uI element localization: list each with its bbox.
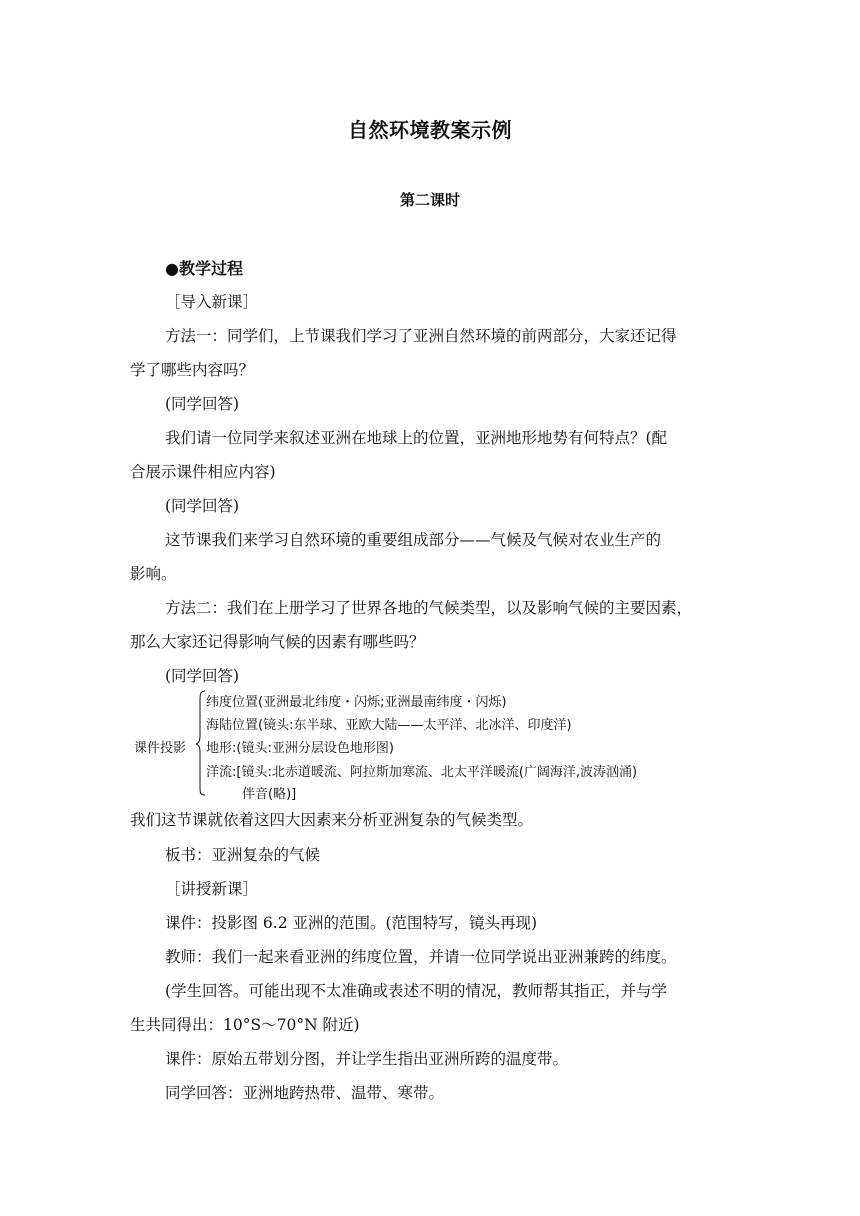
paragraph-line: 我们这节课就依着这四大因素来分析亚洲复杂的气候类型。 <box>130 811 534 829</box>
paragraph-line: 我们请一位同学来叙述亚洲在地球上的位置，亚洲地形地势有何特点？(配 <box>165 429 668 447</box>
bracket-item: 地形:(镜头:亚洲分层设色地形图) <box>206 741 394 756</box>
paragraph-line: 方法一：同学们，上节课我们学习了亚洲自然环境的前两部分，大家还记得 <box>165 327 677 345</box>
paragraph-line: 那么大家还记得影响气候的因素有哪些吗？ <box>130 633 425 651</box>
paragraph-line: (同学回答) <box>165 667 240 685</box>
document-title: 自然环境教案示例 <box>348 118 512 142</box>
paragraph-line: 影响。 <box>130 565 177 583</box>
paragraph-line: ［导入新课］ <box>165 293 259 311</box>
paragraph-line: 同学回答：亚洲地跨热带、温带、寒带。 <box>165 1084 445 1102</box>
curly-brace-icon <box>196 689 206 797</box>
paragraph-line: 课件：投影图 6.2 亚洲的范围。(范围特写，镜头再现) <box>165 914 538 932</box>
paragraph-line: 学了哪些内容吗？ <box>130 361 255 379</box>
bracket-label: 课件投影 <box>134 741 187 756</box>
paragraph-line: (学生回答。可能出现不太准确或表述不明的情况，教师帮其指正，并与学 <box>165 982 668 1000</box>
paragraph-line: 课件：原始五带划分图，并让学生指出亚洲所跨的温度带。 <box>165 1050 569 1068</box>
bracket-item: 纬度位置(亚洲最北纬度・闪烁;亚洲最南纬度・闪烁) <box>206 695 507 710</box>
paragraph-line: (同学回答) <box>165 395 240 413</box>
paragraph-line: 板书：亚洲复杂的气候 <box>165 846 321 864</box>
courseware-bracket-block <box>134 689 734 801</box>
paragraph-line: ［讲授新课］ <box>165 880 259 898</box>
paragraph-line: 合展示课件相应内容) <box>130 463 276 481</box>
section-heading: ●教学过程 <box>165 259 243 278</box>
bracket-item: 伴音(略)] <box>242 787 297 802</box>
bracket-item: 洋流:[镜头:北赤道暖流、阿拉斯加寒流、北太平洋暖流(广阔海洋,波涛汹涌) <box>206 765 638 780</box>
paragraph-line: (同学回答) <box>165 497 240 515</box>
paragraph-line: 方法二：我们在上册学习了世界各地的气候类型，以及影响气候的主要因素， <box>165 599 693 617</box>
paragraph-line: 生共同得出：10°S～70°N 附近) <box>130 1016 360 1034</box>
bracket-item: 海陆位置(镜头:东半球、亚欧大陆——太平洋、北冰洋、印度洋) <box>206 718 572 733</box>
document-subtitle: 第二课时 <box>399 191 460 209</box>
paragraph-line: 这节课我们来学习自然环境的重要组成部分——气候及气候对农业生产的 <box>165 531 662 549</box>
paragraph-line: 教师：我们一起来看亚洲的纬度位置，并请一位同学说出亚洲兼跨的纬度。 <box>165 948 677 966</box>
